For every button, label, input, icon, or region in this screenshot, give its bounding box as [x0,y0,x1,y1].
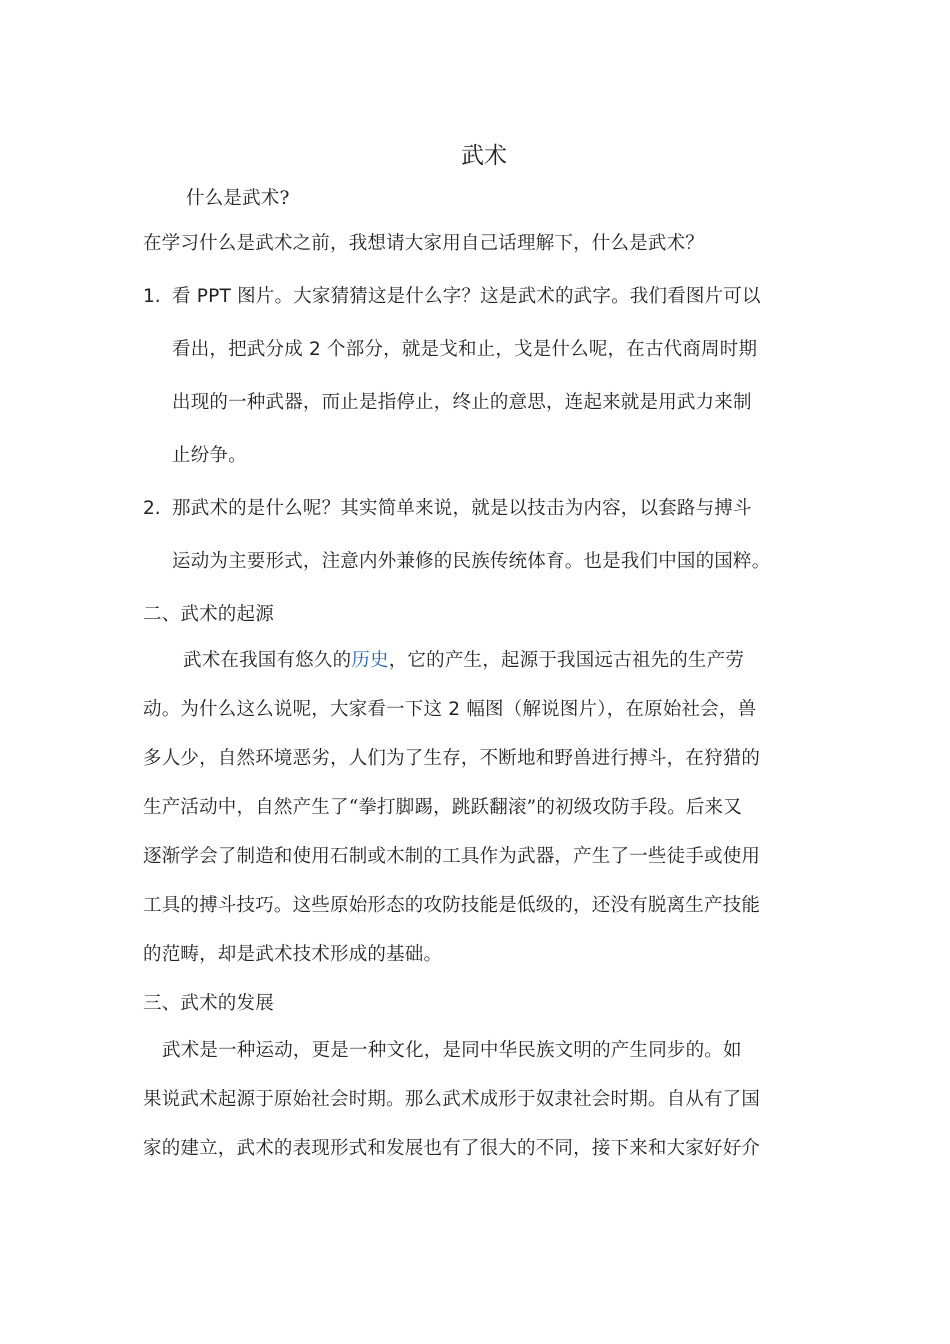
section2-line4: 生产活动中，自然产生了“拳打脚踢，跳跃翻滚”的初级攻防手段。后来又 [143,797,743,818]
section2-line6: 工具的搏斗技巧。这些原始形态的攻防技能是低级的，还没有脱离生产技能 [143,895,761,916]
document-title: 武术 [461,143,507,169]
section3-heading: 三、武术的发展 [143,993,274,1014]
section2-line1: 武术在我国有悠久的历史，它的产生，起源于我国远古祖先的生产劳 [183,650,745,671]
item1-line1: 看 PPT 图片。大家猜猜这是什么字？这是武术的武字。我们看图片可以 [172,286,761,307]
ppt-text: PPT [196,286,231,307]
intro-paragraph: 在学习什么是武术之前，我想请大家用自己话理解下，什么是武术？ [143,233,705,254]
section2-line2: 动。为什么这么说呢，大家看一下这 2 幅图（解说图片），在原始社会，兽 [143,699,757,720]
question-heading: 什么是武术? [186,188,290,209]
item2-line2: 运动为主要形式，注意内外兼修的民族传统体育。也是我们中国的国粹。 [172,551,771,572]
item1-line3: 出现的一种武器，而止是指停止，终止的意思，连起来就是用武力来制 [172,392,752,413]
item1-line4: 止纷争。 [172,445,247,466]
item2-line1: 那武术的是什么呢？其实简单来说，就是以技击为内容，以套路与搏斗 [172,498,752,519]
section2-line5: 逐渐学会了制造和使用石制或木制的工具作为武器，产生了一些徒手或使用 [143,846,761,867]
section2-line7: 的范畴，却是武术技术形成的基础。 [143,944,443,965]
section3-line2: 果说武术起源于原始社会时期。那么武术成形于奴隶社会时期。自从有了国 [143,1089,761,1110]
section2-heading: 二、武术的起源 [143,604,274,625]
list-number-2: 2. [143,498,161,519]
list-number-1: 1. [143,286,161,307]
section3-line3: 家的建立，武术的表现形式和发展也有了很大的不同，接下来和大家好好介 [143,1138,761,1159]
item1-line2: 看出，把武分成 2 个部分，就是戈和止，戈是什么呢，在古代商周时期 [172,339,758,360]
section2-line3: 多人少，自然环境恶劣，人们为了生存，不断地和野兽进行搏斗，在狩猎的 [143,748,761,769]
section3-line1: 武术是一种运动，更是一种文化，是同中华民族文明的产生同步的。如 [162,1040,742,1061]
history-link[interactable]: 历史 [351,650,389,671]
